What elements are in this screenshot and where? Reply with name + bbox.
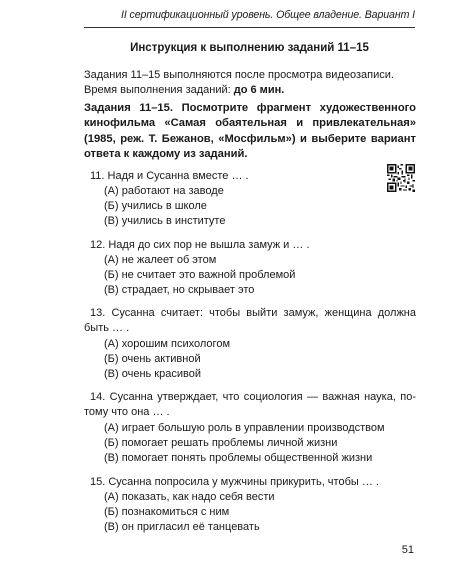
time-label: Время выполнения заданий: bbox=[84, 84, 234, 96]
question-13-stem: 13. Сусанна считает: чтобы выйти замуж, женщина должна быть … . bbox=[84, 307, 416, 335]
question-12-option-c: (В) страдает, но скрывает это bbox=[104, 284, 255, 296]
question-12-stem: 12. Надя до сих пор не вышла замуж и … . bbox=[90, 239, 310, 251]
task-heading: Задания 11–15. Посмотрите фрагмент художественного кинофильма «Самая обаятельная и привлекательная» (1985, реж. Т. Бежанов, «Мосфильм») и выберите вариант ответа к каждому из заданий. bbox=[84, 102, 416, 160]
question-14-option-c: (В) помогает понять проблемы общественной жизни bbox=[104, 452, 373, 464]
question-14-stem: 14. Сусанна утверждает, что социология — важная наука, потому что она … . bbox=[84, 391, 416, 419]
instruction-line: Задания 11–15 выполняются после просмотра видеозаписи. bbox=[84, 69, 394, 81]
question-11-stem: 11. Надя и Сусанна вместе … . bbox=[90, 170, 249, 182]
question-13-option-c: (В) очень красивой bbox=[104, 368, 201, 380]
qr-code-icon bbox=[387, 164, 415, 192]
question-11-option-c: (В) учились в институте bbox=[104, 215, 226, 227]
question-15-stem: 15. Сусанна попросила у мужчины прикурить, чтобы … . bbox=[90, 476, 379, 488]
question-11-option-b: (Б) учились в школе bbox=[104, 200, 207, 212]
question-12-option-a: (А) не жалеет об этом bbox=[104, 254, 217, 266]
page-number: 51 bbox=[401, 544, 414, 556]
question-11-option-a: (А) работают на заводе bbox=[104, 185, 224, 197]
question-15-option-c: (В) он пригласил её танцевать bbox=[104, 521, 260, 533]
time-value: до 6 мин. bbox=[233, 84, 285, 96]
question-14-option-a: (А) играет большую роль в управлении производством bbox=[104, 422, 385, 434]
question-14-option-b: (Б) помогает решать проблемы личной жизни bbox=[104, 437, 338, 449]
running-head: II сертификационный уровень. Общее владение. Вариант I bbox=[121, 9, 415, 21]
time-line bbox=[84, 84, 284, 96]
question-12-option-b: (Б) не считает это важной проблемой bbox=[104, 269, 296, 281]
header-rule bbox=[84, 27, 415, 28]
question-13-option-a: (А) хорошим психологом bbox=[104, 338, 231, 350]
question-15-option-b: (Б) познакомиться с ним bbox=[104, 506, 230, 518]
instruction-title: Инструкция к выполнению заданий 11–15 bbox=[130, 42, 369, 54]
question-13-option-b: (Б) очень активной bbox=[104, 353, 201, 365]
question-15-option-a: (А) показать, как надо себя вести bbox=[104, 491, 275, 503]
